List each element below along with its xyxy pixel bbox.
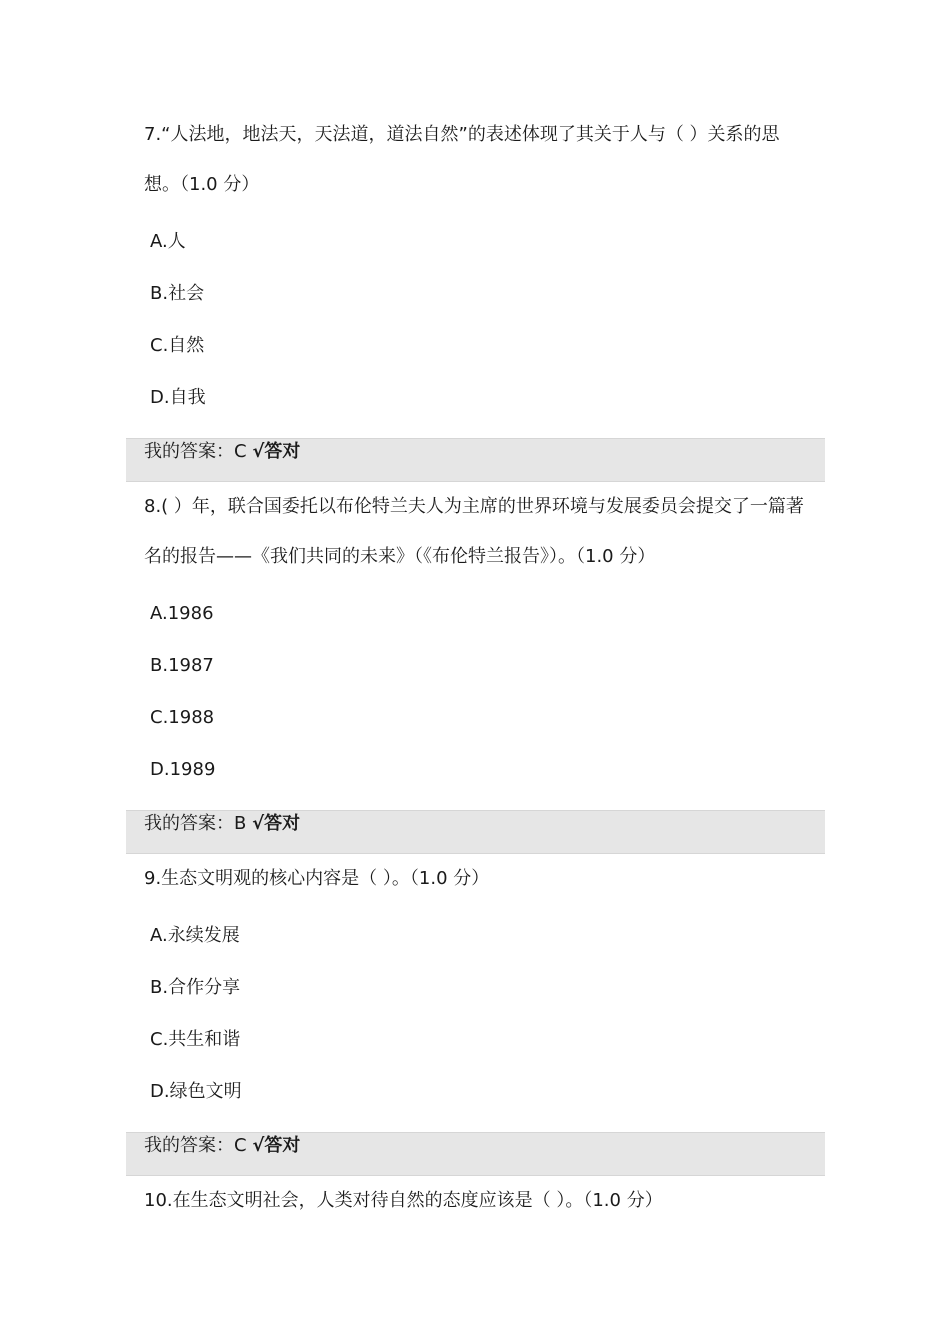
- question-7-answer-bar: [126, 438, 825, 482]
- question-7-option-a[interactable]: A.人: [150, 231, 186, 252]
- answer-label: 我的答案：: [144, 813, 234, 834]
- question-7-option-d[interactable]: D.自我: [150, 387, 206, 408]
- question-9-option-d[interactable]: D.绿色文明: [150, 1081, 242, 1102]
- question-7-option-b[interactable]: B.社会: [150, 283, 205, 304]
- answer-label: 我的答案：: [144, 441, 234, 462]
- question-9-answer: [144, 1133, 300, 1159]
- question-10-text: 10.在生态文明社会，人类对待自然的态度应该是（ ）。（1.0 分）: [144, 1190, 663, 1211]
- question-7-option-c[interactable]: C.自然: [150, 335, 205, 356]
- question-8-answer: [144, 811, 300, 837]
- question-8-option-d[interactable]: D.1989: [150, 759, 216, 780]
- answer-label: 我的答案：: [144, 1135, 234, 1156]
- question-8-answer-bar: [126, 810, 825, 854]
- answer-value: C: [234, 1135, 247, 1156]
- question-8-option-b[interactable]: B.1987: [150, 655, 214, 676]
- answer-result: √答对: [252, 441, 301, 462]
- answer-result: √答对: [252, 813, 301, 834]
- question-9-option-c[interactable]: C.共生和谐: [150, 1029, 241, 1050]
- question-9-option-b[interactable]: B.合作分享: [150, 977, 241, 998]
- question-9-answer-bar: [126, 1132, 825, 1176]
- question-8-option-a[interactable]: A.1986: [150, 603, 214, 624]
- question-9-text: 9.生态文明观的核心内容是（ ）。（1.0 分）: [144, 868, 490, 889]
- question-7-answer: [144, 439, 300, 465]
- question-8-option-c[interactable]: C.1988: [150, 707, 215, 728]
- answer-value: C: [234, 441, 247, 462]
- question-7-text: 7.“人法地，地法天，天法道，道法自然”的表述体现了其关于人与（ ）关系的思想。（1.0 分）: [144, 124, 780, 195]
- answer-result: √答对: [252, 1135, 301, 1156]
- answer-value: B: [234, 813, 247, 834]
- question-9-option-a[interactable]: A.永续发展: [150, 925, 240, 946]
- question-8-text: 8.( ）年，联合国委托以布伦特兰夫人为主席的世界环境与发展委员会提交了一篇著名的报告——《我们共同的未来》（《布伦特兰报告》）。（1.0 分）: [144, 496, 804, 567]
